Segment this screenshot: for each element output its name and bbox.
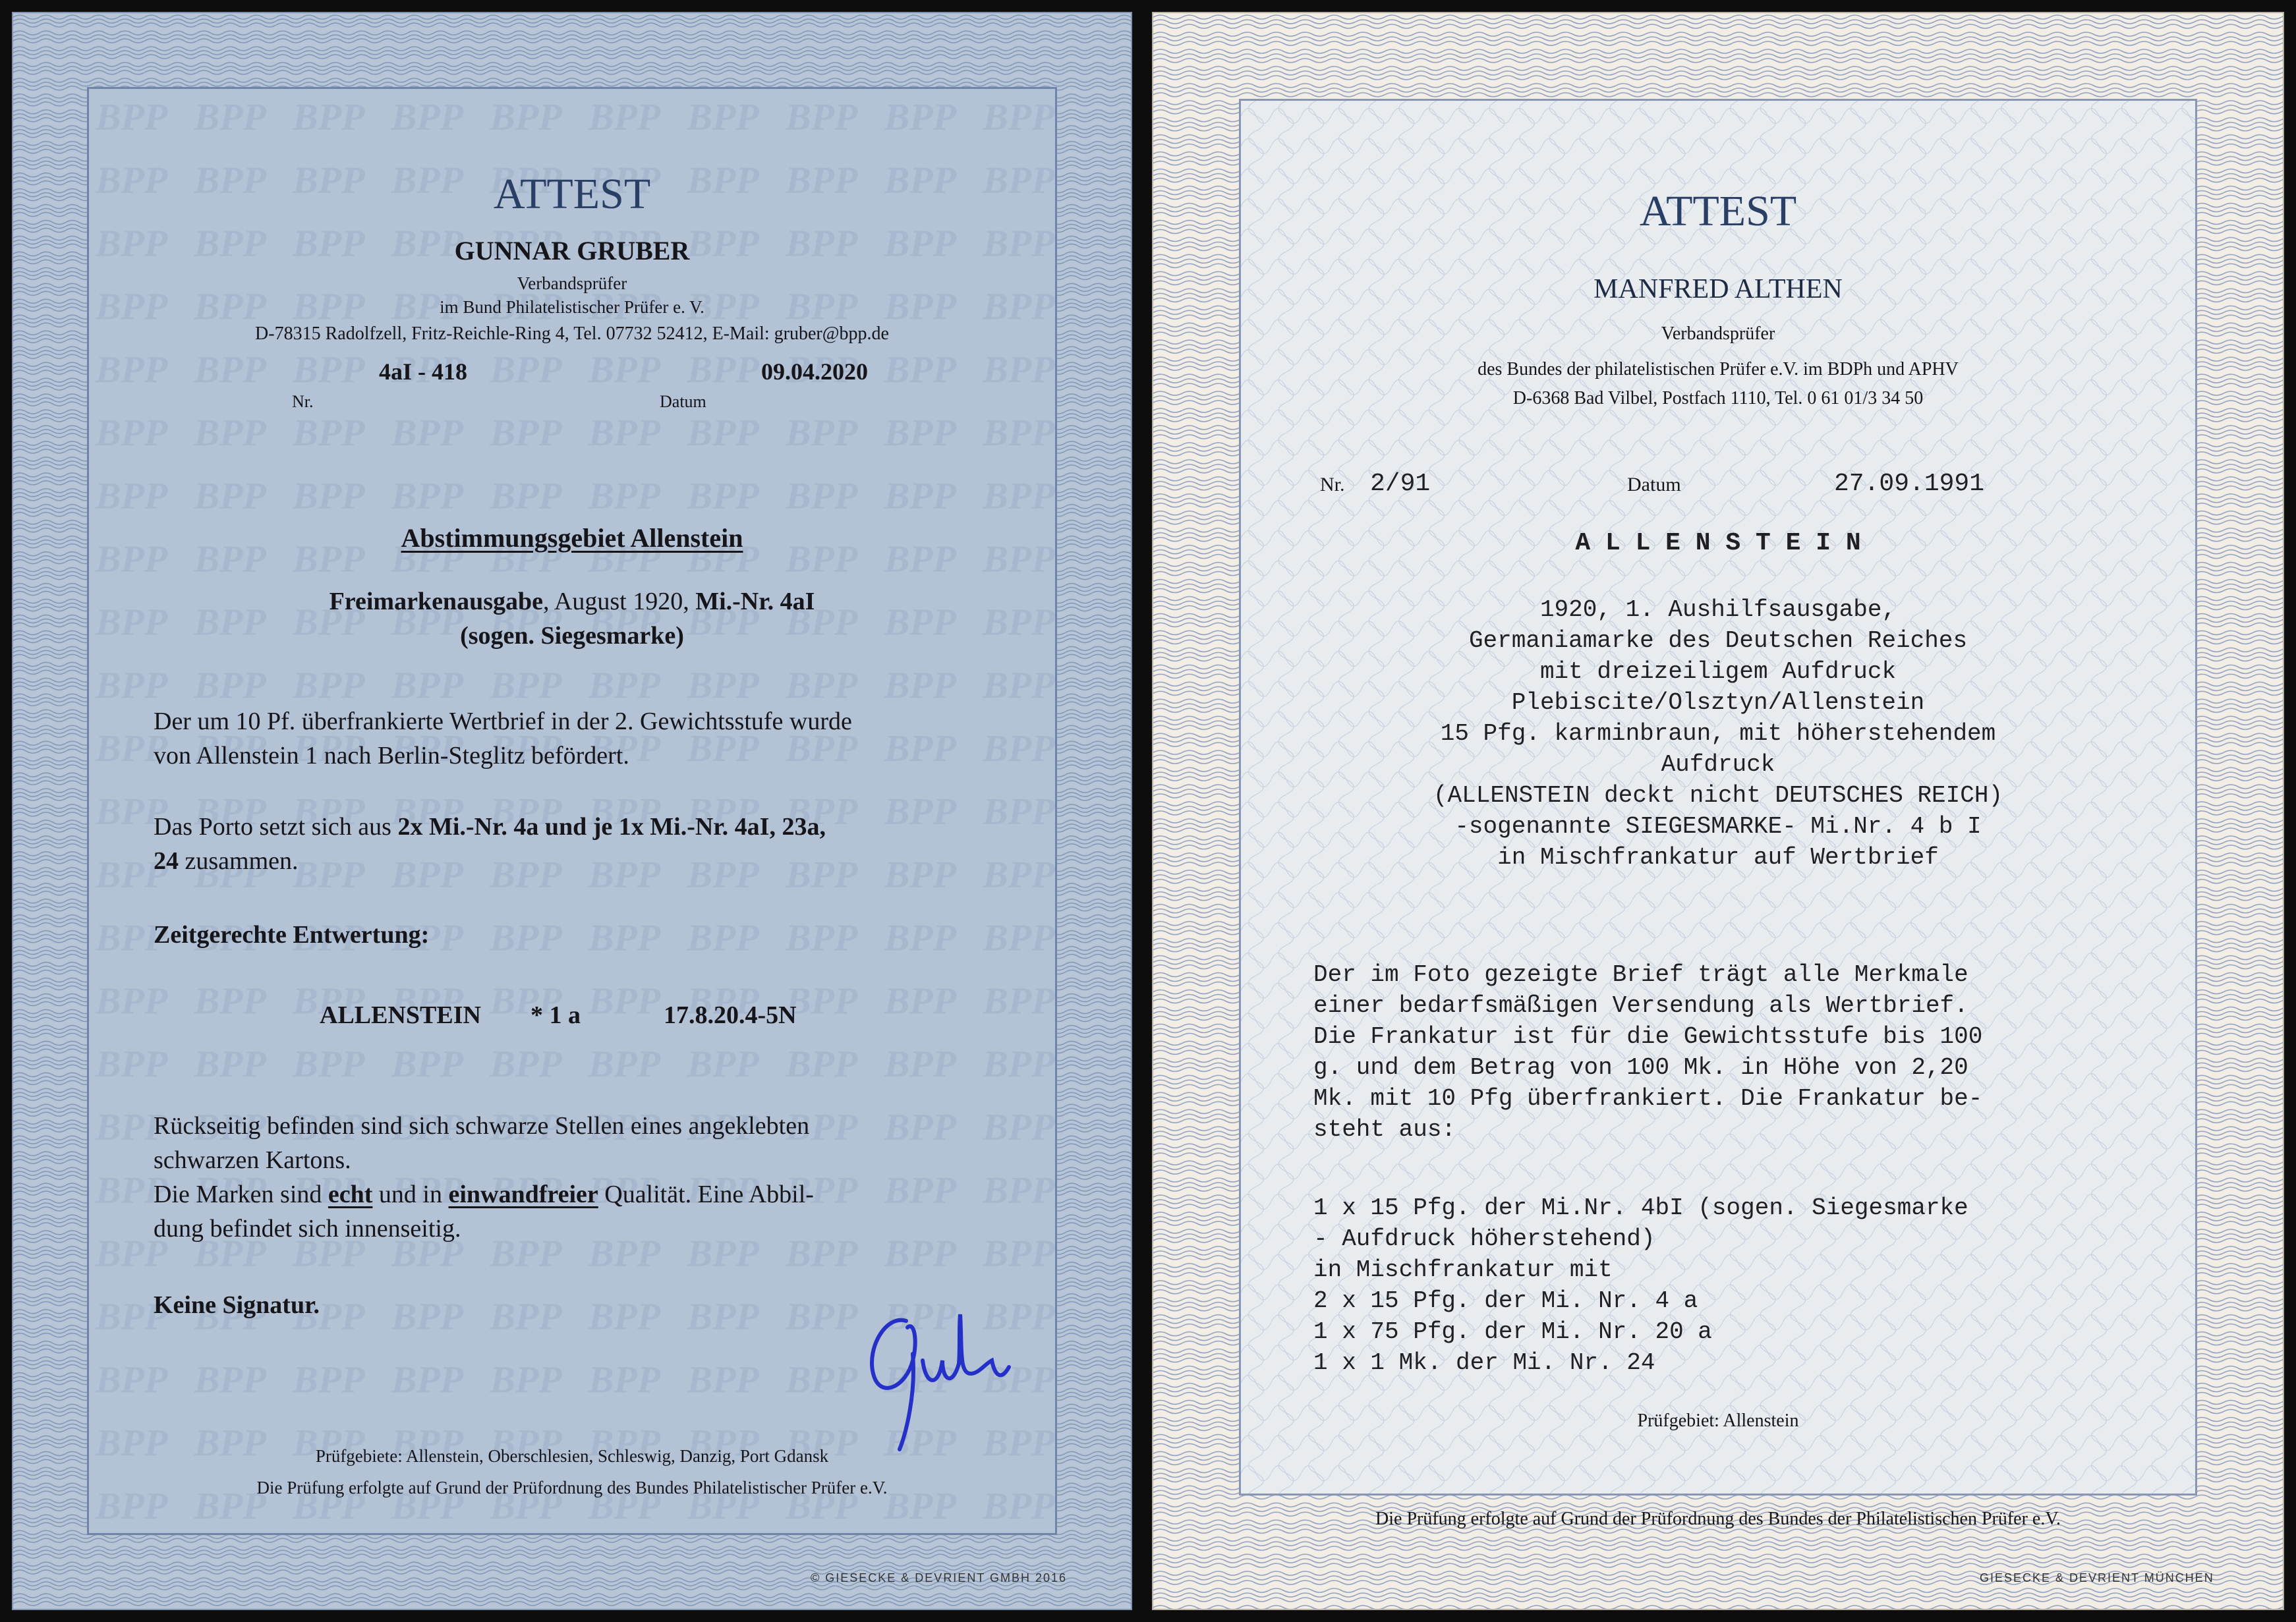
examiner-address: D-6368 Bad Vilbel, Postfach 1110, Tel. 0 61 01/3 34 50 xyxy=(1512,388,1924,408)
paragraph2-line1 xyxy=(154,812,826,841)
certificate-body xyxy=(1239,99,2197,1496)
cancel-date: 17.8.20.4-5N xyxy=(664,1001,797,1029)
footer-statement: Die Prüfung erfolgte auf Grund der Prüfordnung des Bundes der Philatelistischen Prüfer e.V. xyxy=(1375,1509,2061,1529)
footer-statement: Die Prüfung erfolgte auf Grund der Prüfordnung des Bundes Philatelistischer Prüfer e.V. xyxy=(256,1478,888,1497)
test-areas: Prüfgebiete: Allenstein, Oberschlesien, Schleswig, Danzig, Port Gdansk xyxy=(315,1446,829,1466)
paragraph3-line2: schwarzen Kartons. xyxy=(154,1146,351,1174)
franking-line: 2 x 15 Pfg. der Mi. Nr. 4 a xyxy=(1313,1287,1698,1314)
cancel-heading: Zeitgerechte Entwertung: xyxy=(154,921,430,949)
attest-title: ATTEST xyxy=(1639,187,1797,235)
paragraph1-line1: Der um 10 Pf. überfrankierte Wertbrief in der 2. Gewichtsstufe wurde xyxy=(154,708,852,735)
description-line: 15 Pfg. karminbraun, mit höherstehendem xyxy=(1440,720,1996,747)
number-label: Nr. xyxy=(1320,474,1345,495)
paragraph1-line2: von Allenstein 1 nach Berlin-Steglitz befördert. xyxy=(154,742,629,769)
franking-line: - Aufdruck höherstehend) xyxy=(1313,1225,1655,1252)
description-line: mit dreizeiligem Aufdruck xyxy=(1539,658,1897,685)
printer-imprint: © GIESECKE & DEVRIENT GMBH 2016 xyxy=(811,1571,1068,1584)
porto-bold: 2x Mi.-Nr. 4a und je 1x Mi.-Nr. 4aI, 23a, xyxy=(397,813,826,841)
examiner-org: im Bund Philatelistischer Prüfer e. V. xyxy=(440,297,704,317)
signature-note: Keine Signatur. xyxy=(154,1291,320,1319)
printer-imprint: GIESECKE & DEVRIENT MÜNCHEN xyxy=(1980,1571,2214,1584)
certificate-number: 4aI - 418 xyxy=(379,358,467,385)
cancel-code: * 1 a xyxy=(531,1001,581,1029)
paragraph-line: steht aus: xyxy=(1313,1116,1456,1143)
examiner-org: des Bundes der philatelistischen Prüfer e.V. im BDPh und APHV xyxy=(1478,359,1959,379)
paragraph-line: g. und dem Betrag von 100 Mk. in Höhe von 2,20 xyxy=(1313,1054,1968,1081)
examiner-name: GUNNAR GRUBER xyxy=(454,236,690,266)
region-heading: A L L E N S T E I N xyxy=(1575,529,1861,557)
porto-bold-2: 24 xyxy=(154,847,179,875)
certificate-right xyxy=(1152,12,2284,1610)
examiner-name: MANFRED ALTHEN xyxy=(1593,274,1843,304)
franking-line: in Mischfrankatur mit xyxy=(1313,1256,1613,1283)
examiner-address: D-78315 Radolfzell, Fritz-Reichle-Ring 4, Tel. 07732 52412, E-Mail: gruber@bpp.de xyxy=(255,323,889,344)
issue-subline: (sogen. Siegesmarke) xyxy=(460,622,684,650)
description-line: Plebiscite/Olsztyn/Allenstein xyxy=(1511,689,1925,716)
description-line: Germaniamarke des Deutschen Reiches xyxy=(1468,627,1968,654)
franking-line: 1 x 75 Pfg. der Mi. Nr. 20 a xyxy=(1313,1318,1712,1345)
issue-bold: Freimarkenausgabe xyxy=(329,588,543,615)
paragraph-line: Der im Foto gezeigte Brief trägt alle Merkmale xyxy=(1313,961,1968,988)
flawless-word: einwandfreier xyxy=(448,1181,598,1208)
paragraph4-line1 xyxy=(154,1180,814,1209)
quality-text-b: und in xyxy=(372,1181,449,1208)
date-label: Datum xyxy=(660,392,706,411)
paragraph2-line2 xyxy=(154,847,299,876)
description-line: 1920, 1. Aushilfsausgabe, xyxy=(1539,596,1897,623)
certificate-date: 27.09.1991 xyxy=(1834,470,1985,498)
issue-number: Mi.-Nr. 4aI xyxy=(695,588,815,615)
franking-line: 1 x 15 Pfg. der Mi.Nr. 4bI (sogen. Siegesmarke xyxy=(1313,1194,1968,1221)
description-line: (ALLENSTEIN deckt nicht DEUTSCHES REICH) xyxy=(1433,782,2003,809)
description-line: -sogenannte SIEGESMARKE- Mi.Nr. 4 b I xyxy=(1454,813,1982,840)
porto-plain: Das Porto setzt sich aus xyxy=(154,813,398,841)
issue-line xyxy=(89,587,1055,616)
certificate-body xyxy=(87,87,1057,1535)
porto-plain-2: zusammen. xyxy=(179,847,299,875)
franking-line: 1 x 1 Mk. der Mi. Nr. 24 xyxy=(1313,1349,1655,1376)
certificate-left xyxy=(12,12,1132,1610)
date-label: Datum xyxy=(1627,474,1681,495)
attest-title: ATTEST xyxy=(493,170,651,218)
description-line: Aufdruck xyxy=(1661,751,1775,778)
quality-text-c: Qualität. Eine Abbil- xyxy=(598,1181,814,1208)
paragraph-line: einer bedarfsmäßigen Versendung als Wertbrief. xyxy=(1313,992,1968,1019)
certificate-date: 09.04.2020 xyxy=(761,358,868,385)
quality-text-a: Die Marken sind xyxy=(154,1181,328,1208)
issue-plain: , August 1920, xyxy=(543,588,696,615)
handwritten-signature xyxy=(860,1288,1012,1459)
paragraph4-line2: dung befindet sich innenseitig. xyxy=(154,1215,461,1243)
examiner-role: Verbandsprüfer xyxy=(517,273,627,293)
examiner-role: Verbandsprüfer xyxy=(1661,323,1775,344)
test-area: Prüfgebiet: Allenstein xyxy=(1637,1411,1799,1431)
paragraph3-line1: Rückseitig befinden sind sich schwarze Stellen eines angeklebten xyxy=(154,1112,810,1140)
number-label: Nr. xyxy=(292,392,314,411)
certificate-number: 2/91 xyxy=(1370,470,1431,498)
description-line: in Mischfrankatur auf Wertbrief xyxy=(1497,844,1939,871)
paragraph-line: Die Frankatur ist für die Gewichtsstufe bis 100 xyxy=(1313,1023,1983,1050)
genuine-word: echt xyxy=(328,1181,373,1208)
cancel-place: ALLENSTEIN xyxy=(320,1001,481,1029)
paragraph-line: Mk. mit 10 Pfg überfrankiert. Die Frankatur be- xyxy=(1313,1085,1983,1112)
region-heading: Abstimmungsgebiet Allenstein xyxy=(401,523,743,553)
